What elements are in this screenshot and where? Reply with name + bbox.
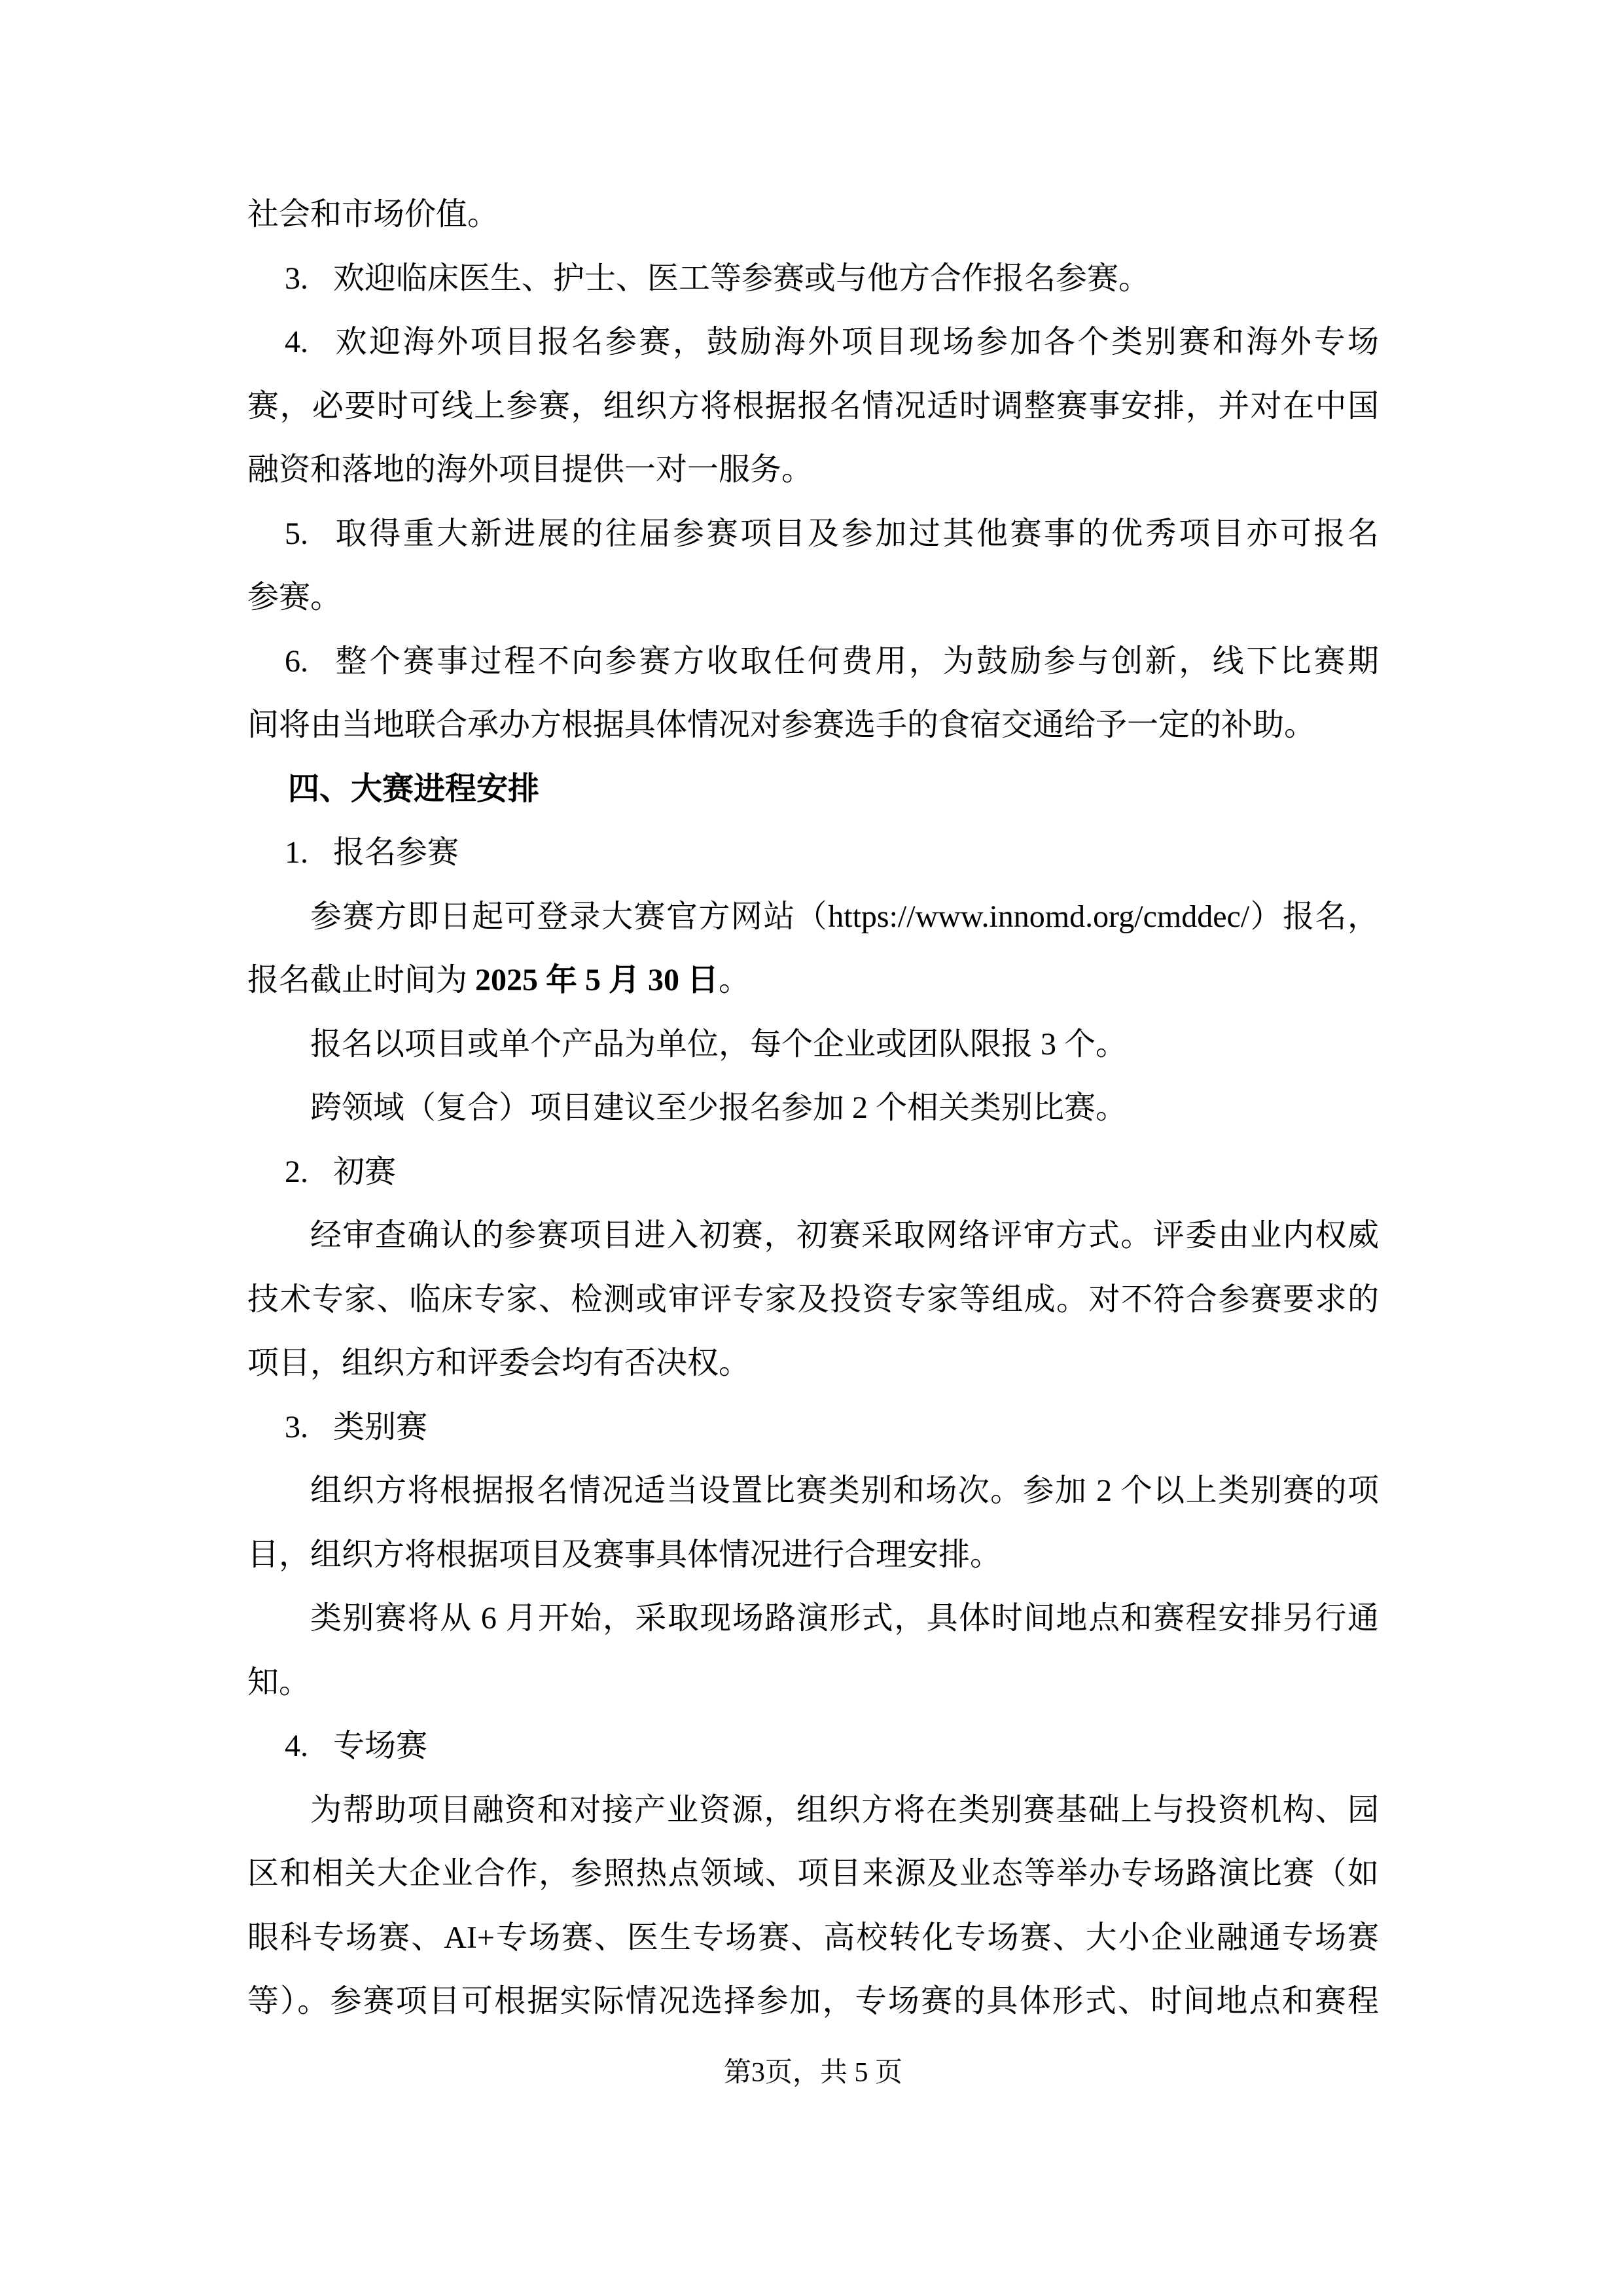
text-line: 跨领域（复合）项目建议至少报名参加 2 个相关类别比赛。 [310,1090,1128,1125]
line-text: 报名参赛 [333,835,459,870]
section-heading: 四、大赛进程安排 [288,771,540,806]
list-number: 5. [285,516,308,551]
text-line: 社会和市场价值。 [247,197,499,232]
text-line: 项目，组织方和评委会均有否决权。 [247,1346,751,1380]
list-number: 3. [285,260,308,296]
text-line: 知。 [247,1664,311,1700]
line-text: 专场赛 [333,1729,428,1763]
list-item-line [247,310,1379,374]
list-item-line [247,247,1379,311]
text-line: 赛，必要时可线上参赛，组织方将根据报名情况适时调整赛事安排，并对在中国 [247,388,1379,423]
line-text: 报名截止时间为 [247,963,476,997]
text-line: 区和相关大企业合作，参照热点领域、项目来源及业态等举办专场路演比赛（如 [247,1856,1379,1891]
page-body [247,183,1379,2034]
page-footer [247,2053,1379,2092]
list-number: 4. [285,1729,308,1763]
text-line: 目，组织方将根据项目及赛事具体情况进行合理安排。 [247,1537,1002,1572]
list-number: 2. [285,1154,308,1189]
list-number: 1. [285,835,308,870]
text-line: 等）。参赛项目可根据实际情况选择参加，专场赛的具体形式、时间地点和赛程 [247,1984,1379,2018]
text-line: 类别赛将从 6 月开始，采取现场路演形式，具体时间地点和赛程安排另行通 [310,1601,1379,1636]
text-line: 技术专家、临床专家、检测或审评专家及投资专家等组成。对不符合参赛要求的 [247,1282,1379,1317]
line-text: 欢迎临床医生、护士、医工等参赛或与他方合作报名参赛。 [333,260,1150,296]
text-line: 间将由当地联合承办方根据具体情况对参赛选手的食宿交通给予一定的补助。 [247,708,1316,742]
text-line: 组织方将根据报名情况适当设置比赛类别和场次。参加 2 个以上类别赛的项 [310,1473,1379,1508]
line-text: 类别赛 [333,1409,428,1444]
text-line: 为帮助项目融资和对接产业资源，组织方将在类别赛基础上与投资机构、园 [310,1792,1379,1827]
text-line: 眼科专场赛、AI+专场赛、医生专场赛、高校转化专场赛、大小企业融通专场赛 [247,1920,1379,1955]
list-number: 4. [285,325,308,359]
list-item-line [247,1140,1379,1204]
text-line: 经审查确认的参赛项目进入初赛，初赛采取网络评审方式。评委由业内权威 [310,1218,1379,1253]
line-text: 初赛 [333,1154,397,1189]
text-line: 参赛。 [247,580,342,615]
list-item-line [247,821,1379,885]
text-line [247,948,1379,1013]
page-number: 第3页，共 5 页 [723,2058,902,2088]
list-item-line [247,502,1379,566]
list-number: 6. [285,643,308,679]
line-text: 取得重大新进展的往届参赛项目及参加过其他赛事的优秀项目亦可报名 [333,516,1379,551]
line-text: 。 [719,963,751,997]
line-text: 整个赛事过程不向参赛方收取任何费用，为鼓励参与创新，线下比赛期 [333,643,1379,679]
list-item-line [247,1395,1379,1460]
list-number: 3. [285,1409,308,1444]
line-text: 欢迎海外项目报名参赛，鼓励海外项目现场参加各个类别赛和海外专场 [333,325,1379,359]
list-item-line [247,630,1379,694]
text-line: 参赛方即日起可登录大赛官方网站（https://www.innomd.org/cmddec/）报名， [310,899,1379,934]
text-line: 报名以项目或单个产品为单位，每个企业或团队限报 3 个。 [310,1026,1128,1062]
bold-text: 2025 年 5 月 30 日 [475,963,719,997]
list-item-line [247,1714,1379,1778]
text-line: 融资和落地的海外项目提供一对一服务。 [247,452,813,487]
